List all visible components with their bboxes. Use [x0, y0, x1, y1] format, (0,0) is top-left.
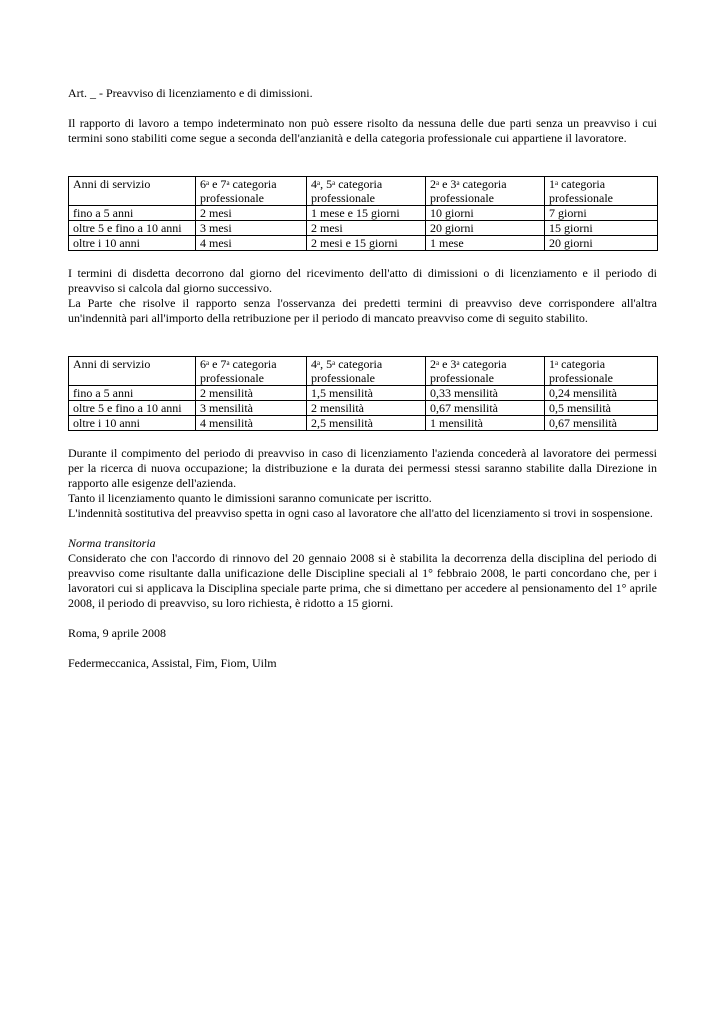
table-cell: fino a 5 anni	[69, 386, 196, 401]
header-anni-di-servizio: Anni di servizio	[69, 177, 196, 206]
comunicazione-paragraph: Tanto il licenziamento quanto le dimissioni saranno comunicate per iscritto.	[68, 491, 432, 505]
place-date: Roma, 9 aprile 2008	[68, 626, 166, 640]
header-cat-2-3: 2$^a$ e 3$^a$ categoria professionale	[426, 177, 545, 206]
document-body	[68, 86, 657, 671]
table-cell: 1 mese e 15 giorni	[307, 206, 426, 221]
header-cat-2-3: 2$^a$ e 3$^a$ categoria professionale	[426, 357, 545, 386]
table-cell: 0,67 mensilità	[545, 416, 658, 431]
table-cell: 3 mensilità	[196, 401, 307, 416]
sospensione-paragraph: L'indennità sostitutiva del preavviso spetta in ogni caso al lavoratore che all'atto del licenziamento si trovi in sospensione.	[68, 506, 653, 520]
table-cell: oltre 5 e fino a 10 anni	[69, 401, 196, 416]
table-header-row	[69, 357, 658, 386]
table-cell: 7 giorni	[545, 206, 658, 221]
intro-paragraph: Il rapporto di lavoro a tempo indeterminato non può essere risolto da nessuna delle due parti senza un preavviso i cui termini sono stabiliti come segue a seconda dell'anzianità e della categoria professionale cui appartiene il lavoratore.	[68, 116, 657, 145]
table-row	[69, 206, 658, 221]
table-cell: 3 mesi	[196, 221, 307, 236]
signatories: Federmeccanica, Assistal, Fim, Fiom, Uilm	[68, 656, 277, 670]
disdetta-paragraph: I termini di disdetta decorrono dal giorno del ricevimento dell'atto di dimissioni o di licenziamento e il periodo di preavviso si calcola dal giorno successivo.	[68, 266, 657, 295]
table-cell: 15 giorni	[545, 221, 658, 236]
table-cell: fino a 5 anni	[69, 206, 196, 221]
header-cat-6-7: 6$^a$ e 7$^a$ categoria professionale	[196, 177, 307, 206]
table-cell: 1 mensilità	[426, 416, 545, 431]
table-header-row	[69, 177, 658, 206]
header-cat-4-5: 4$^a$, 5$^a$ categoria professionale	[307, 357, 426, 386]
table-cell: 20 giorni	[426, 221, 545, 236]
header-cat-6-7: 6$^a$ e 7$^a$ categoria professionale	[196, 357, 307, 386]
table-cell: oltre 5 e fino a 10 anni	[69, 221, 196, 236]
permessi-paragraph: Durante il compimento del periodo di preavviso in caso di licenziamento l'azienda concederà al lavoratore dei permessi per la ricerca di nuova occupazione; la distribuzione e la durata dei permessi stessi saranno stabilite dalla Direzione in rapporto alle esigenze dell'azienda.	[68, 446, 657, 490]
header-cat-1: 1$^a$ categoria professionale	[545, 357, 658, 386]
table-cell: 2 mensilità	[307, 401, 426, 416]
table-cell: 1 mese	[426, 236, 545, 251]
table-cell: 2 mesi	[196, 206, 307, 221]
indemnity-table	[68, 356, 658, 431]
table-row	[69, 221, 658, 236]
table-row	[69, 416, 658, 431]
table-cell: 2 mesi	[307, 221, 426, 236]
table-cell: oltre i 10 anni	[69, 416, 196, 431]
table-row	[69, 386, 658, 401]
notice-period-table	[68, 176, 658, 251]
norma-transitoria-paragraph: Considerato che con l'accordo di rinnovo del 20 gennaio 2008 si è stabilita la decorrenza della disciplina del periodo di preavviso come risultante dalla unificazione delle Discipline speciali al 1° febbraio 2008, le parti concordano che, per i lavoratori cui si applicava la Disciplina speciale parte prima, che si dimettano per accedere al pensionamento del 1° aprile 2008, il periodo di preavviso, su loro richiesta, è ridotto a 15 giorni.	[68, 551, 657, 610]
table-cell: 4 mesi	[196, 236, 307, 251]
table-row	[69, 236, 658, 251]
table-cell: 4 mensilità	[196, 416, 307, 431]
header-cat-4-5: 4$^a$, 5$^a$ categoria professionale	[307, 177, 426, 206]
table-row	[69, 401, 658, 416]
header-cat-1: 1$^a$ categoria professionale	[545, 177, 658, 206]
indennita-paragraph: La Parte che risolve il rapporto senza l'osservanza dei predetti termini di preavviso deve corrispondere all'altra un'indennità pari all'importo della retribuzione per il periodo di mancato preavviso come di seguito stabilito.	[68, 296, 657, 325]
table-cell: 0,67 mensilità	[426, 401, 545, 416]
table-cell: 0,5 mensilità	[545, 401, 658, 416]
table-cell: oltre i 10 anni	[69, 236, 196, 251]
table-cell: 10 giorni	[426, 206, 545, 221]
table-cell: 1,5 mensilità	[307, 386, 426, 401]
article-title: Art. _ - Preavviso di licenziamento e di dimissioni.	[68, 86, 313, 100]
table-cell: 20 giorni	[545, 236, 658, 251]
norma-transitoria-heading: Norma transitoria	[68, 536, 156, 550]
table-cell: 2 mensilità	[196, 386, 307, 401]
table-cell: 0,33 mensilità	[426, 386, 545, 401]
header-anni-di-servizio: Anni di servizio	[69, 357, 196, 386]
table-cell: 2 mesi e 15 giorni	[307, 236, 426, 251]
table-cell: 2,5 mensilità	[307, 416, 426, 431]
table-cell: 0,24 mensilità	[545, 386, 658, 401]
